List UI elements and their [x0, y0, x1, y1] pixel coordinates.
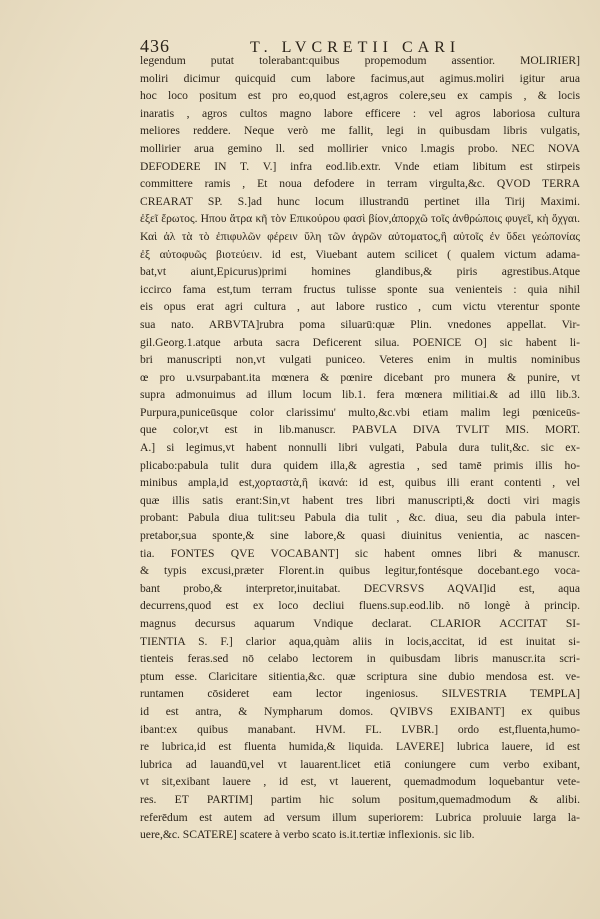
text-line: probant: Pabula diua tulit:seu Pabula dia tulit , &c. diua, seu dia pabula inter- — [140, 511, 580, 525]
text-line: que color,vt est in lib.manuscr. PABVLA DIVA TVLIT MIS. MORT. — [140, 423, 580, 437]
text-line: hoc loco positum est pro eo,quod est,agros colere,seu ex campis , & locis — [140, 89, 580, 103]
text-line: lubrica ad lauandū,vel vt lauarent.licet etiā coniungere cum verbo exibant, — [140, 757, 580, 771]
text-line: tienteis feras.sed nō celabo lectorem in quibusdam libris manuscr.ita scri- — [140, 652, 580, 666]
text-line: moliri dicimur quicquid cum labore facimus,aut agimus.moliri igitur arua — [140, 71, 580, 85]
text-line: ptum esse. Claricitare sitientia,&c. quæ scriptura sine dubio mendosa est. ve- — [140, 669, 580, 683]
text-line: & typis excusi,præter Florent.in quibus legitur,fontésque docebant.ego voca- — [140, 564, 580, 578]
page-number: 436 — [140, 36, 170, 56]
text-line: ibant:ex quibus manabant. HVM. FL. LVBR.] ordo est,fluenta,humo- — [140, 722, 580, 736]
text-line: sua nato. ARBVTA]rubra poma siluarū:quæ Plin. vnedones appellat. Vir- — [140, 317, 580, 331]
text-line: TIENTIA S. F.] clarior aqua,quàm aliis in locis,accitat, id est inuitat si- — [140, 634, 580, 648]
text-line: committere ramis , Et noua defodere in terram virgulta,&c. QVOD TERRA — [140, 177, 580, 191]
text-line: bat,vt aiunt,Epicurus)primi homines glandibus,& piris agrestibus.Atque — [140, 265, 580, 279]
text-line: gil.Georg.1.atque arbuta sacra Deficerent silua. POENICE O] sic habent li- — [140, 335, 580, 349]
text-line: re lubrica,id est fluenta humida,& liquida. LAVERE] lubrica lauere, id est — [140, 740, 580, 754]
text-line: supra admonuimus ad illum locum lib.1. fera mœnera militiai.& ad illū lib.3. — [140, 388, 580, 402]
text-line: pretabor,sua sponte,& sine labore,& quasi diuinitus venientia, ac nascen- — [140, 529, 580, 543]
text-line: iccirco fama est,tum terram fructus tulisse sponte sua venienteis : quia nihil — [140, 282, 580, 296]
text-line: ἐξ αὐτοφυῶς βιοτεύειν. id est, Viuebant autem scilicet ( qualem victum adama- — [140, 247, 580, 261]
text-line: bant probo,& interpretor,inuitabat. DECVRSVS AQVAI]id est, aqua — [140, 581, 580, 595]
text-line: DEFODERE IN T. V.] infra eod.lib.extr. Vnde etiam libitum est stirpeis — [140, 159, 580, 173]
text-line: res. ET PARTIM] partim hic solum positum,quemadmodum & alibi. — [140, 792, 580, 806]
text-line: vt sit,exibant lauere , id est, vt lauerent, quemadmodum loquebantur vete- — [140, 775, 580, 789]
text-line: eis opus erat agri cultura , aut labore rustico , cum victu vterentur sponte — [140, 300, 580, 314]
text-line: quæ illis satis erant:Sin,vt habent tres libri manuscripti,& docti viri magis — [140, 493, 580, 507]
text-line: id est antra, & Nympharum domos. QVIBVS EXIBANT] ex quibus — [140, 704, 580, 718]
text-line: A.] si legimus,vt habent nonnulli libri vulgati, Pabula dura tulit,&c. sic ex- — [140, 441, 580, 455]
text-line: bri manuscripti non,vt vulgati puniceo. Veteres enim in multis nominibus — [140, 353, 580, 367]
text-line: referēdum est autem ad versum illum superiorem: Lubrica proluuie larga la- — [140, 810, 580, 824]
running-head: T. LVCRETII CARI — [250, 39, 461, 56]
text-line: Purpura,puniceūsque color clarissimu' multo,&c.vbi etiam malim legi pœniceūs- — [140, 405, 580, 419]
text-line: magnus decursus aquarum Vndique declarat. CLARIOR ACCITAT SI- — [140, 617, 580, 630]
text-line: mollirier arua gemino ll. sed mollirier vnico l.magis probo. NEC NOVA — [140, 141, 580, 155]
text-line: CREARAT SP. S.]ad hunc locum illustrandū pertinet illa Tirij Maximi. — [140, 194, 580, 208]
text-line: meliores reddere. Neque verò me fallit, legi in quibusdam libris vulgatis, — [140, 124, 580, 138]
text-line: inaratis , agros cultos magno labore efficere : vel agros laboriosa cultura — [140, 106, 580, 120]
text-line: œ pro u.vsurpabant.ita mœnera & pœnire dicebant pro munera & punire, vt — [140, 370, 580, 384]
text-line: uere,&c. SCATERE] scatere à verbo scato is.it.tertiæ inflexionis. sic lib. — [140, 828, 475, 842]
text-line: tia. FONTES QVE VOCABANT] sic habent omnes libri & manuscr. — [140, 546, 580, 560]
text-line: Καὶ ἀλ τὰ τὸ ἐπιφυλῶν φέρειν ὕλη τῶν ἀγρῶν αὐτοματος,ἢ αὐτοῖς ἐν ὕδει γεώπονίας — [140, 229, 580, 243]
text-line: runtamen cōsideret eam lector ingeniosus. SILVESTRIA TEMPLA] — [140, 687, 580, 701]
text-line: ἐξεῖ ἔρωτος. Ηπου ἄτρα κῆ τὸν Επικούρου φασὶ βίον,ἀπορχῶ τοῖς ἀνθρώποις φυγεῖ, κὴ ὄχγαι. — [140, 212, 580, 226]
text-line: plicabo:pabula tulit dura quidem illa,& agrestia , sed tamē primis illis ho- — [140, 458, 580, 472]
commentary-text — [140, 52, 580, 844]
text-line: minibus ampla,id est,χορταστὰ,ἢ ἱκανά: id est, quibus illi erant contenti , vel — [140, 476, 580, 490]
text-line: legendum putat tolerabant:quibus propemodum assentior. MOLIRIER] — [140, 54, 580, 67]
text-line: decurrens,quod est ex loco decliui fluens.sup.eod.lib. nō longè à princip. — [140, 599, 580, 613]
